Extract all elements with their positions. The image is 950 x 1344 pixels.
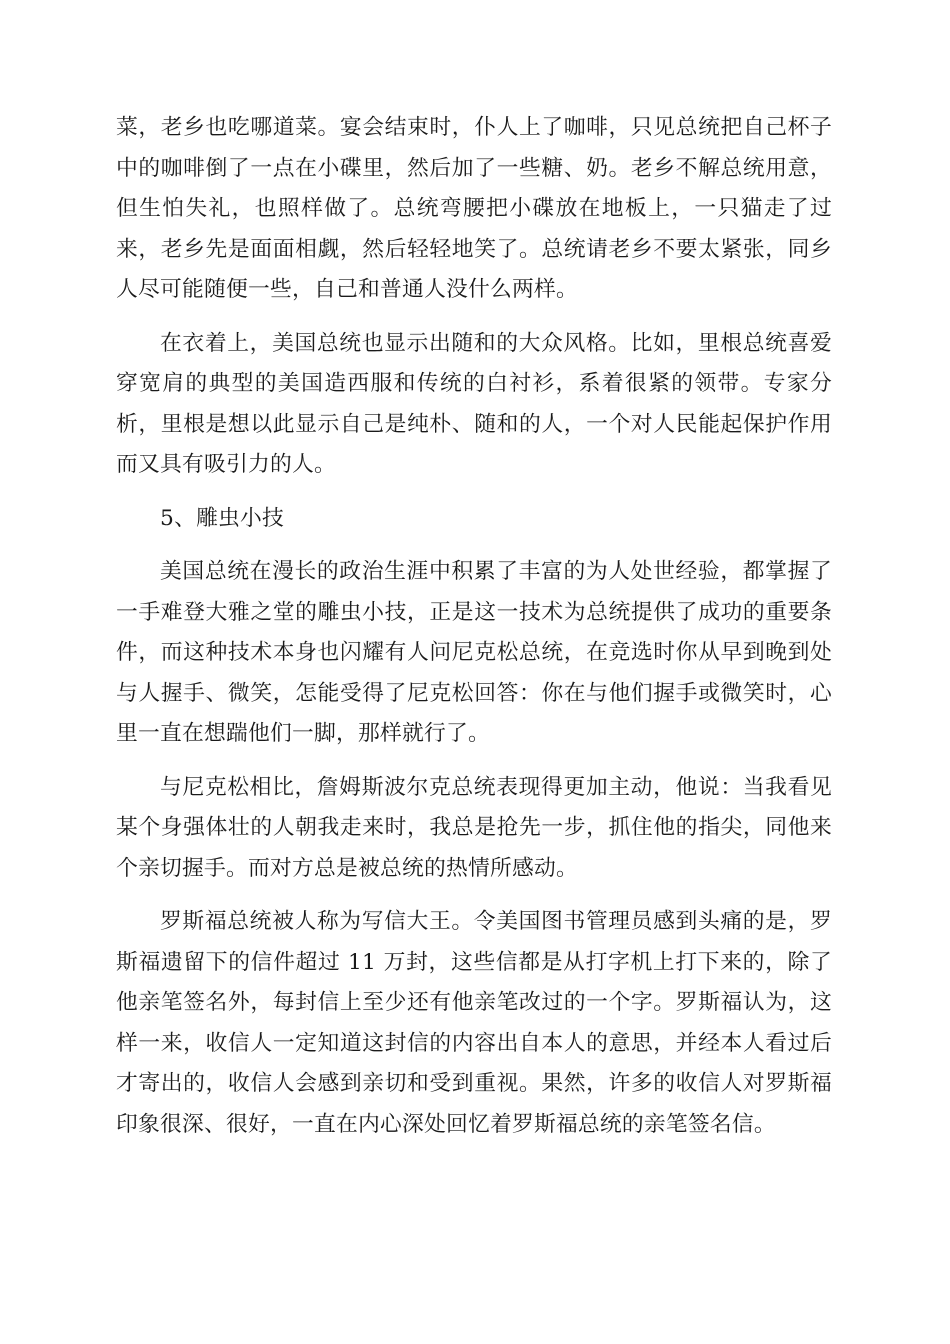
section-heading: 5、雕虫小技 — [160, 505, 285, 531]
paragraph-polk: 与尼克松相比，詹姆斯波尔克总统表现得更加主动，他说：当我看见某个身强体壮的人朝我走来时，我总是抢先一步，抓住他的指尖，同他来个亲切握手。而对方总是被总统的热情所感动。 — [116, 774, 832, 881]
paragraph-roosevelt: 罗斯福总统被人称为写信大王。令美国图书管理员感到头痛的是，罗斯福遗留下的信件超过 11 万封，这些信都是从打字机上打下来的，除了他亲笔签名外，每封信上至少还有他亲笔改过的一个字。罗斯福认为，这样一来，收信人一定知道这封信的内容出自本人的意思，并经本人看过后才寄出的，收信人会感到亲切和受到重视。果然，许多的收信人对罗斯福印象很深、很好，一直在内心深处回忆着罗斯福总统的亲笔签名信。 — [116, 909, 832, 1137]
document-body — [116, 108, 832, 1158]
paragraph-continuation: 菜，老乡也吃哪道菜。宴会结束时，仆人上了咖啡，只见总统把自己杯子中的咖啡倒了一点在小碟里，然后加了一些糖、奶。老乡不解总统用意，但生怕失礼，也照样做了。总统弯腰把小碟放在地板上，一只猫走了过来，老乡先是面面相觑，然后轻轻地笑了。总统请老乡不要太紧张，同乡人尽可能随便一些，自己和普通人没什么两样。 — [116, 115, 832, 302]
paragraph-clothing: 在衣着上，美国总统也显示出随和的大众风格。比如，里根总统喜爱穿宽肩的典型的美国造西服和传统的白衬衫，系着很紧的领带。专家分析，里根是想以此显示自己是纯朴、随和的人，一个对人民能起保护作用而又具有吸引力的人。 — [116, 330, 832, 477]
paragraph-nixon: 美国总统在漫长的政治生涯中积累了丰富的为人处世经验，都掌握了一手难登大雅之堂的雕虫小技，正是这一技术为总统提供了成功的重要条件，而这种技术本身也闪耀有人问尼克松总统，在竞选时你从早到晚到处与人握手、微笑，怎能受得了尼克松回答：你在与他们握手或微笑时，心里一直在想踹他们一脚，那样就行了。 — [116, 559, 832, 746]
